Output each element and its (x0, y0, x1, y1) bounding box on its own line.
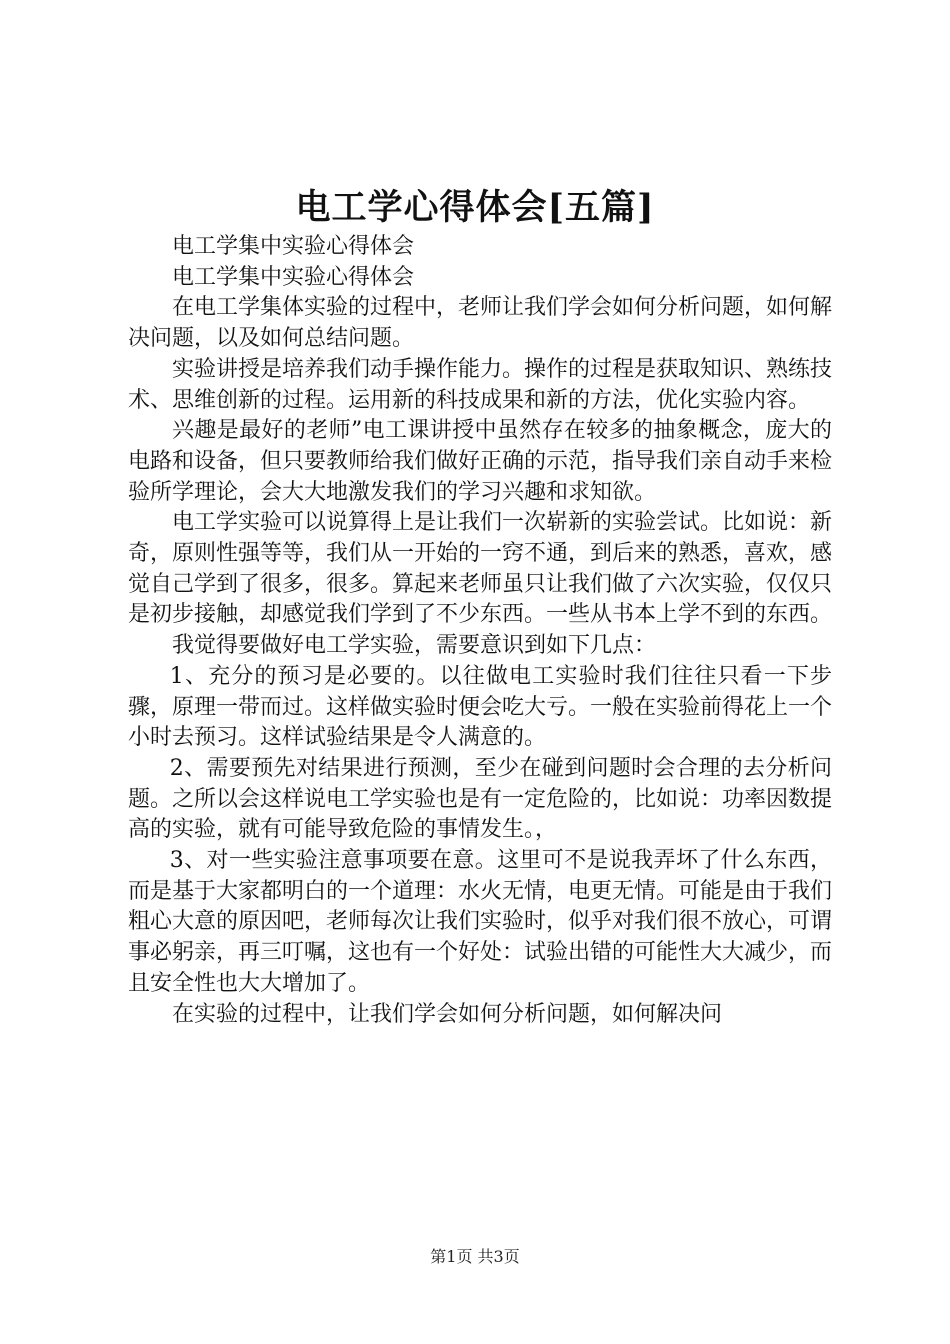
body-paragraph: 我觉得要做好电工学实验，需要意识到如下几点： (172, 633, 657, 659)
subtitle-line: 电工学集中实验心得体会 (172, 234, 415, 259)
page-footer: 第1页 共3页 (430, 1247, 520, 1266)
body-paragraph: 在电工学集体实验的过程中，老师让我们学会如何分析问题，如何解决问题，以及如何总结问题。 (128, 295, 833, 352)
document-body (128, 232, 832, 1030)
body-paragraph: 兴趣是最好的老师”电工课讲授中虽然存在较多的抽象概念，庞大的电路和设备，但只要教师给我们做好正确的示范，指导我们亲自动手来检验所学理论，会大大地激发我们的学习兴趣和求知欲。 (128, 418, 833, 505)
document-title: 电工学心得体会[五篇] (295, 187, 655, 228)
list-item: 1、充分的预习是必要的。以往做电工实验时我们往往只看一下步骤，原理一带而过。这样做实验时便会吃大亏。一般在实验前得花上一个小时去预习。这样试验结果是令人满意的。 (128, 663, 833, 751)
list-item: 2、需要预先对结果进行预测，至少在碰到问题时会合理的去分析问题。之所以会这样说电工学实验也是有一定危险的，比如说：功率因数提高的实验，就有可能导致危险的事情发生。， (128, 755, 833, 843)
body-paragraph: 在实验的过程中，让我们学会如何分析问题，如何解决问 (172, 1001, 723, 1027)
body-paragraph: 实验讲授是培养我们动手操作能力。操作的过程是获取知识、熟练技术、思维创新的过程。运用新的科技成果和新的方法，优化实验内容。 (128, 356, 833, 413)
subtitle-line: 电工学集中实验心得体会 (172, 264, 415, 290)
list-item: 3、对一些实验注意事项要在意。这里可不是说我弄坏了什么东西，而是基于大家都明白的一个道理：水火无情，电更无情。可能是由于我们粗心大意的原因吧，老师每次让我们实验时，似乎对我们很不放心，可谓事必躬亲，再三叮嘱，这也有一个好处：试验出错的可能性大大减少，而且安全性也大大增加了。 (128, 848, 833, 996)
body-paragraph: 电工学实验可以说算得上是让我们一次崭新的实验尝试。比如说：新奇，原则性强等等，我们从一开始的一窍不通，到后来的熟悉，喜欢，感觉自己学到了很多，很多。算起来老师虽只让我们做了六次实验，仅仅只是初步接触，却感觉我们学到了不少东西。一些从书本上学不到的东西。 (128, 510, 833, 628)
